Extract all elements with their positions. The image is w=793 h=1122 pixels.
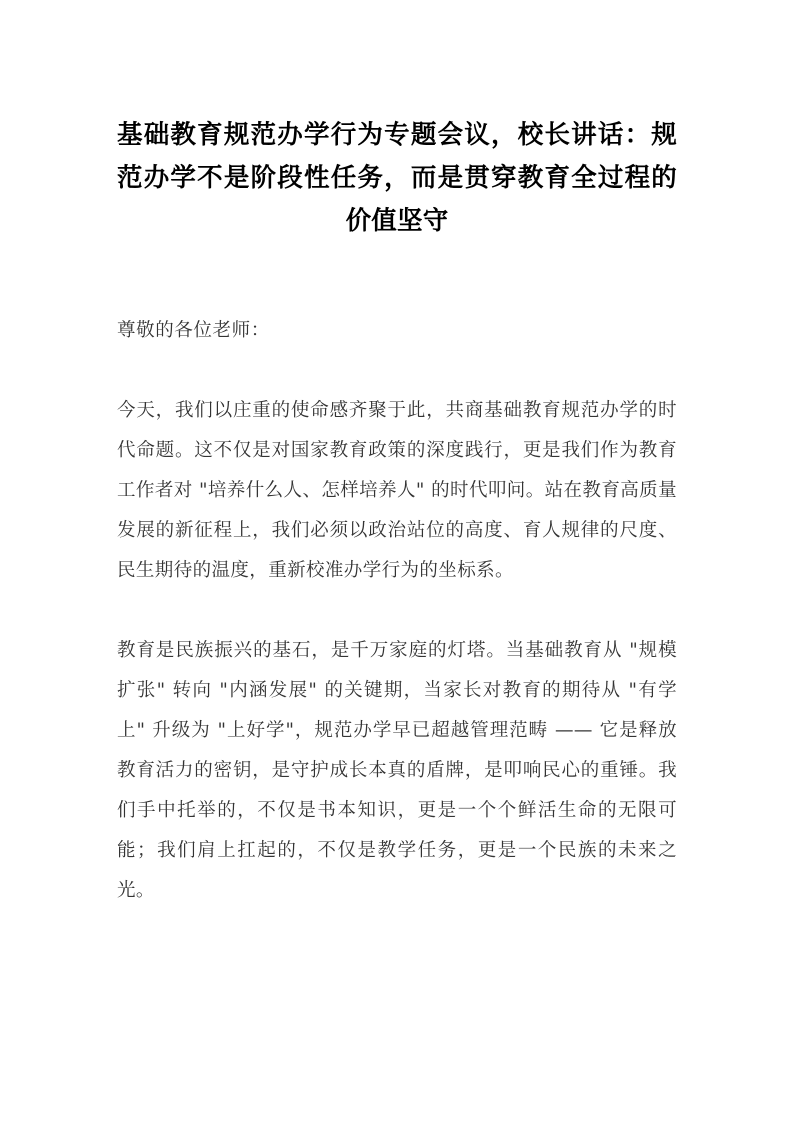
salutation: 尊敬的各位老师： bbox=[117, 320, 270, 341]
body-paragraph-1: 今天，我们以庄重的使命感齐聚于此，共商基础教育规范办学的时代命题。这不仅是对国家教育政策的深度践行，更是我们作为教育工作者对 "培养什么人、怎样培养人" 的时代叩问。站在教育高质量发展的新征程上，我们必须以政治站位的高度、育人规律的尺度、民生期待的温度，重新校准办学行为的坐标系。 bbox=[117, 400, 677, 581]
page-title: 基础教育规范办学行为专题会议，校长讲话：规范办学不是阶段性任务，而是贯穿教育全过程的价值坚守 bbox=[117, 120, 677, 236]
body-paragraph-2: 教育是民族振兴的基石，是千万家庭的灯塔。当基础教育从 "规模扩张" 转向 "内涵发展" 的关键期，当家长对教育的期待从 "有学上" 升级为 "上好学"，规范办学早已超越管理范畴 —— 它是释放教育活力的密钥，是守护成长本真的盾牌，是叩响民心的重锤。我们手中托举的，不仅是书本知识，更是一个个鲜活生命的无限可能；我们肩上扛起的，不仅是教学任务，更是一个民族的未来之光。 bbox=[117, 640, 677, 901]
document-content bbox=[117, 0, 677, 911]
document-body bbox=[117, 243, 677, 911]
